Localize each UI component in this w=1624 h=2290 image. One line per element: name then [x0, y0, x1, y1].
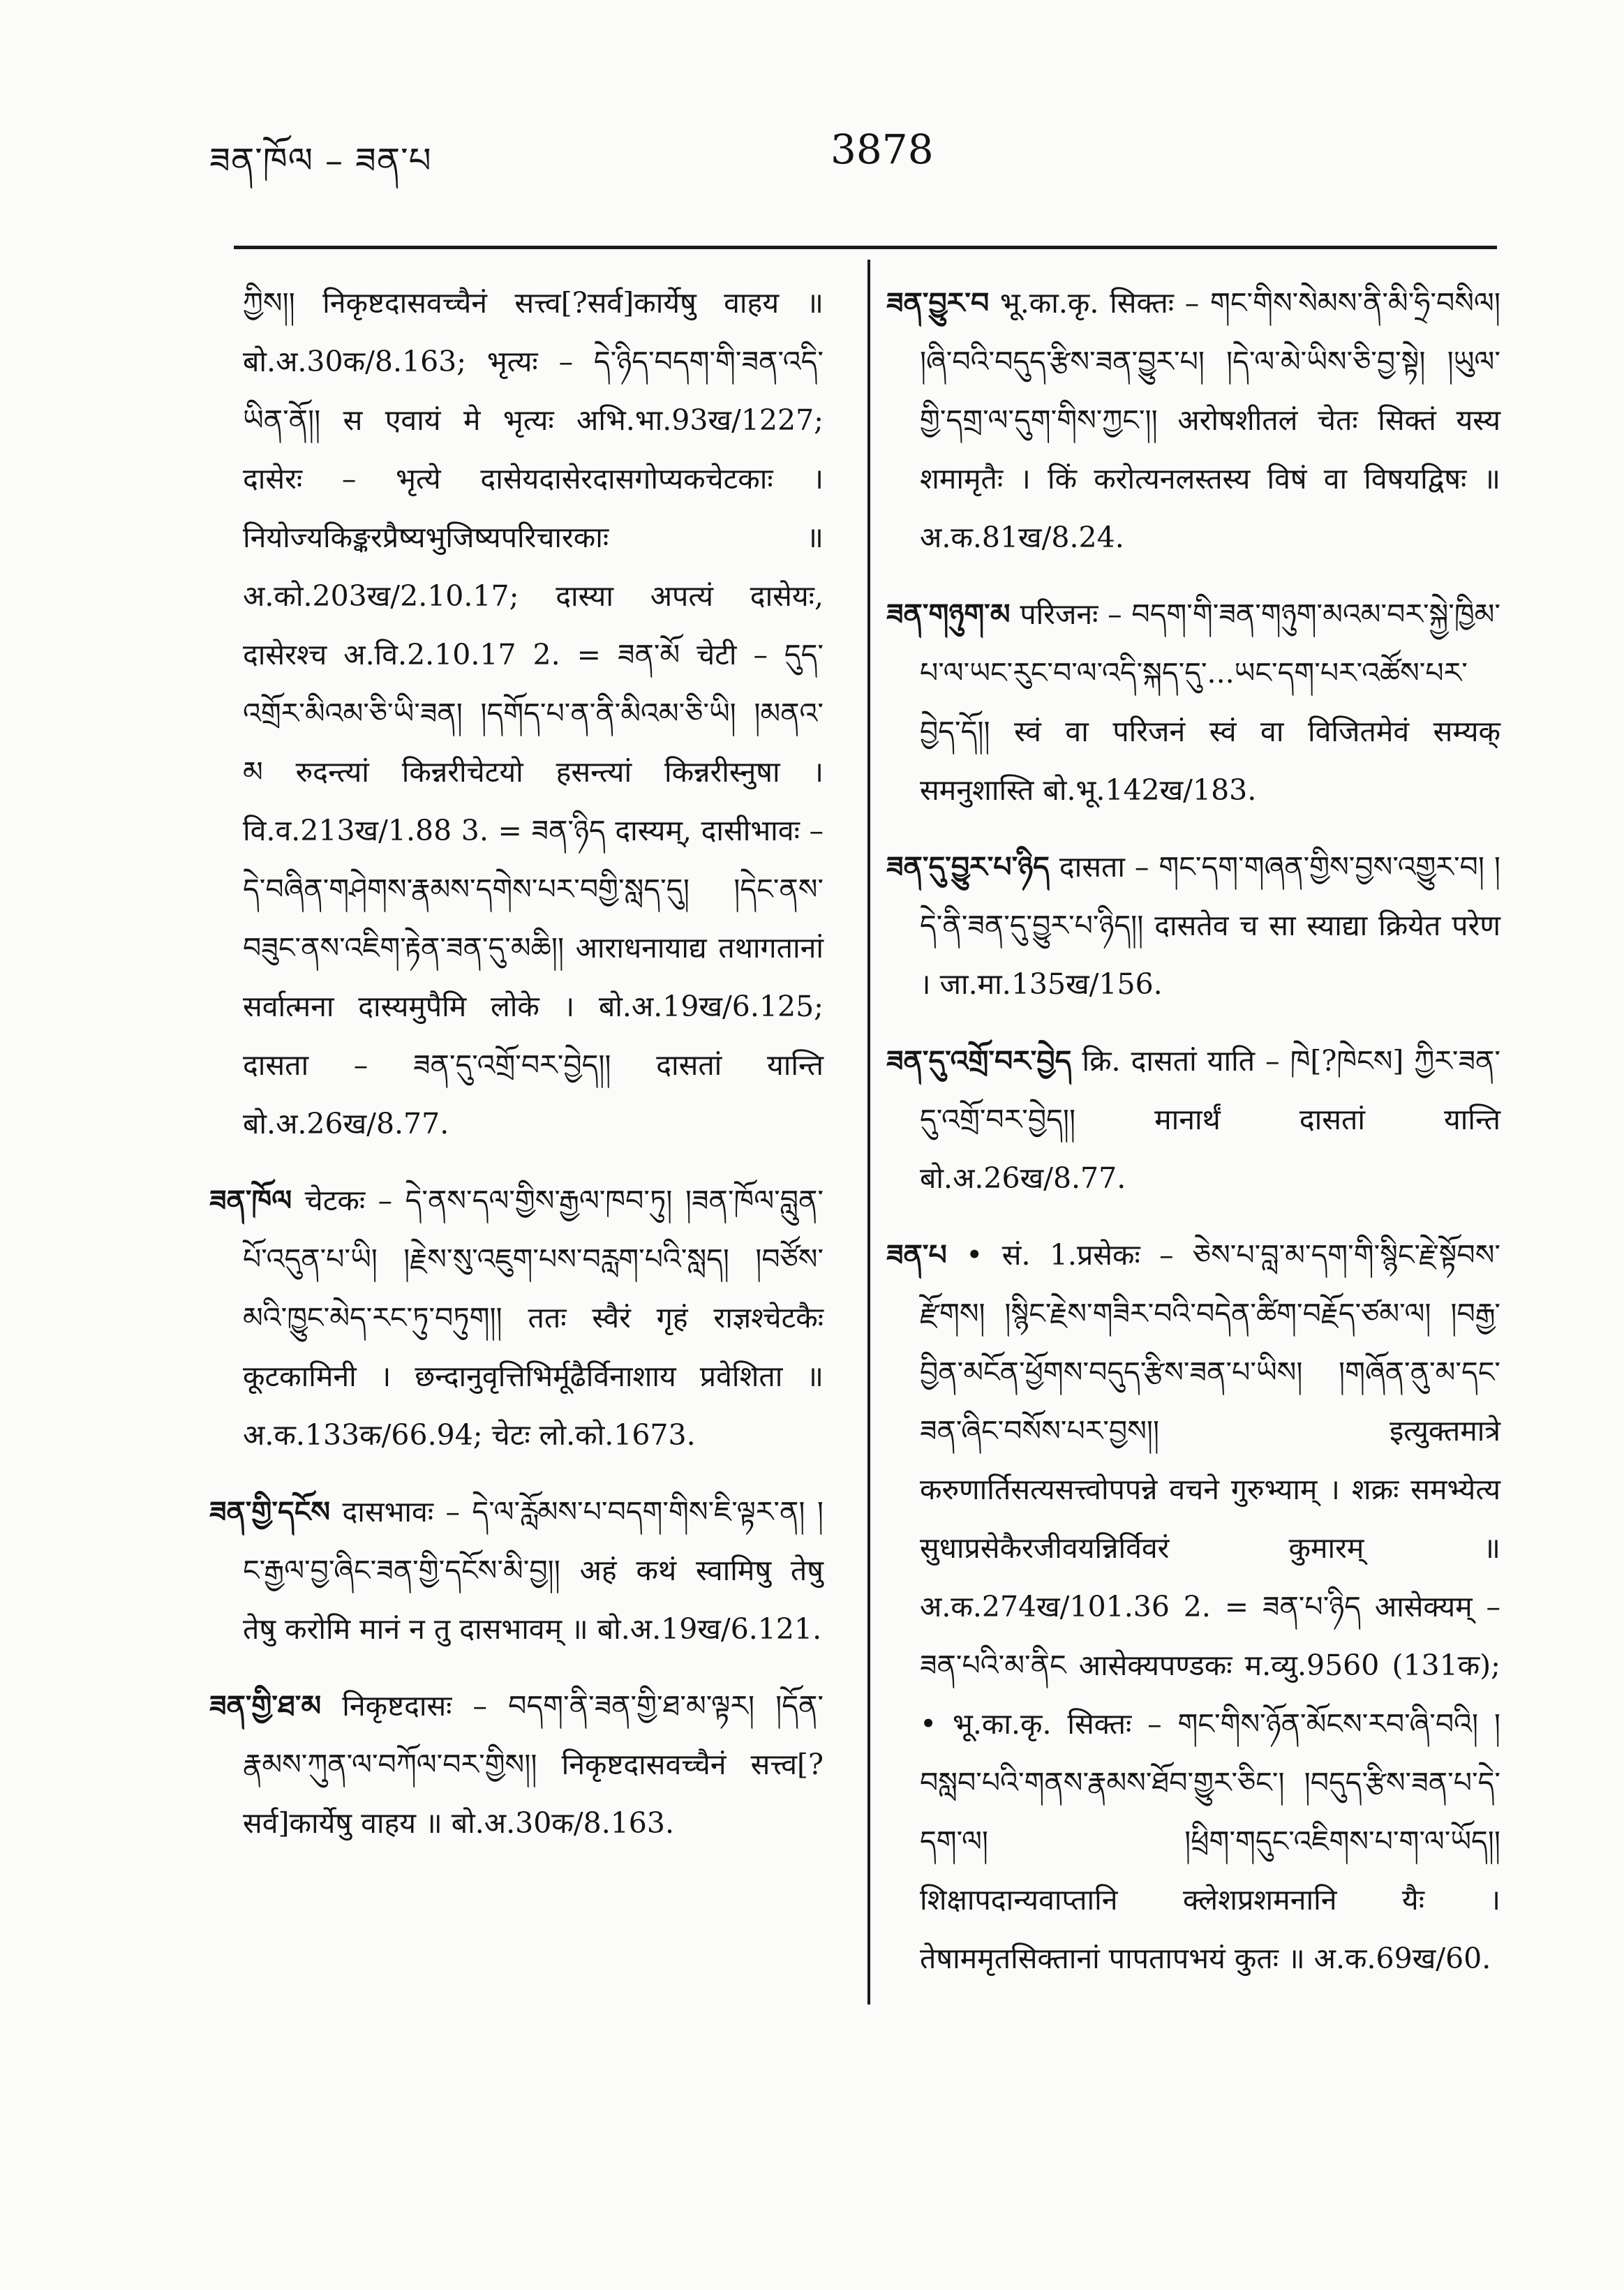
entry-text: भू.का.कृ. सिक्तः – གང་གིས་སེམས་ནི་མི་ཧྲི་བསིལ། །ཞི་བའི་བདུད་རྩིས་ཟན་བྱུར་པ། །དེ་ལ་མེ་ཡིས་ཅི་བྱ་སྟེ། །ཡུལ་གྱི་དགྲ་ལ་དུག་གིས་ཀྱང་།། अरोषशीतलं चेतः सिक्तं यस्य शमामृतैः । किं करोत्यनलस्तस्य विषं वा विषयद्विषः ॥ अ.क.81ख/8.24. — [920, 286, 1500, 554]
entry-headword: ཟན་ཁོལ — [209, 1184, 292, 1217]
dictionary-entry — [886, 274, 1500, 567]
dictionary-entry — [209, 274, 824, 1153]
entry-text: चेटकः – དེ་ནས་དལ་གྱིས་རྒྱལ་ཁབ་ཏུ། །ཟན་ཁོལ་བླུན་པོ་འདུན་པ་ཡི། །རྗེས་སུ་འཇུག་པས་བརླག་པའི་སླད། །བཙོས་མའི་ཁྱུང་མེད་རང་ཏུ་བཏུག།། ततः स्वैरं गृहं राज्ञश्चेटकैः कूटकामिनी । छन्दानुवृत्तिभिर्मूढैर्विनाशाय प्रवेशिता ॥ अ.क.133क/66.94; चेटः लो.को.1673. — [243, 1184, 824, 1452]
entry-headword: ཟན་གྱི་དངོས — [209, 1495, 331, 1529]
entry-headword: ཟན་དུ་འགྲོ་བར་བྱེད — [886, 1044, 1072, 1078]
entry-headword: ཟན་དུ་བྱུར་པ་ཉིད — [886, 850, 1050, 884]
dictionary-entry — [209, 1676, 824, 1852]
entry-text: क्रि. दासतां याति – ཁེ[?ཁེངས] ཀྱིར་ཟན་དུ་འགྲོ་བར་བྱེད།། मानार्थं दासतां यान्ति बो.अ.26ख/8.77. — [920, 1044, 1500, 1195]
entry-text: दासभावः – དེ་ལ་རློམས་པ་བདག་གིས་ཇི་ལྟར་ན། །ང་རྒྱལ་བྱ་ཞིང་ཟན་གྱི་དངོས་མི་བྱ།། अहं कथं स्वामिषु तेषु तेषु करोमि मानं न तु दासभावम् ॥ बो.अ.19ख/6.121. — [243, 1495, 824, 1646]
entry-headword: ཟན་གཉུག་མ — [886, 597, 1011, 631]
entry-text: निकृष्टदासः – བདག་ནི་ཟན་གྱི་ཐ་མ་ལྟར། །དོན་རྣམས་ཀུན་ལ་བཀོལ་བར་གྱིས།། निकृष्टदासवच्चैनं सत्त्व[?सर्व]कार्येषु वाहय ॥ बो.अ.30क/8.163. — [243, 1689, 824, 1840]
entry-headword: ཟན་གྱི་ཐ་མ — [209, 1689, 322, 1723]
left-column — [209, 274, 824, 1871]
header-rule — [234, 246, 1497, 249]
dictionary-entry — [886, 1226, 1500, 1988]
dictionary-entry — [209, 1482, 824, 1658]
entry-headword: ཟན་པ — [886, 1238, 947, 1272]
dictionary-entry — [886, 585, 1500, 819]
entry-text: • सं. 1.प्रसेकः – ཅེས་པ་བླ་མ་དག་གི་སྙིང་རྗེ་སྟོབས་རྫོགས། །སྙིང་རྗེས་གཟིར་བའི་བདེན་ཚིག་བརྗོད་ཙམ་ལ། །བརྒྱ་བྱིན་མངོན་ཕྱོགས་བདུད་རྩིས་ཟན་པ་ཡིས། །གཞོན་ནུ་མ་དང་ཟན་ཞིང་བསོས་པར་བྱས།། इत्युक्तमात्रे करुणार्तिसत्यसत्त्वोपपन्ने वचने गुरुभ्याम् । शक्रः समभ्येत्य सुधाप्रसेकैरजीवयन्निर्विवरं कुमारम् ॥ अ.क.274ख/101.36 2. = ཟན་པ་ཉིད आसेक्यम् – ཟན་པའི་མ་ནིང आसेक्यपण्डकः म.व्यु.9560 (131क); • भू.का.कृ. सिक्तः – གང་གིས་ཉོན་མོངས་རབ་ཞི་བའི། །བསླབ་པའི་གནས་རྣམས་ཐོབ་གྱུར་ཅིང་། །བདུད་རྩིས་ཟན་པ་དེ་དག་ལ། །ཕྲིག་གདུང་འཇིགས་པ་ག་ལ་ཡོད།། शिक्षापदान्यवाप्तानि क्लेशप्रशमनानि यैः । तेषाममृतसिक्तानां पापतापभयं कुतः ॥ अ.क.69ख/60. — [920, 1238, 1500, 1975]
entry-text: परिजनः – བདག་གི་ཟན་གཉུག་མའམ་བར་སྐྱེ་ཁྱིམ་པ་ལ་ཡང་རུང་བ་ལ་འདི་སྐད་དུ་...ཡང་དག་པར་འཚོས་པར་བྱེད་དོ།། स्वं वा परिजनं स्वं वा विजितमेवं सम्यक् समनुशास्ति बो.भू.142ख/183. — [920, 597, 1500, 807]
dictionary-entry — [886, 1032, 1500, 1207]
page-number: 3878 — [830, 126, 934, 173]
entry-text: ཀྱིས།། निकृष्टदासवच्चैनं सत्त्व[?सर्व]कार्येषु वाहय ॥ बो.अ.30क/8.163; भृत्यः – དེ་ཉིད་བདག་གི་ཟན་འདི་ཡིན་ནོ།། स एवायं मे भृत्यः अभि.भा.93ख/1227; दासेरः – भृत्ये दासेयदासेरदासगोप्यकचेटकाः । नियोज्यकिङ्करप्रैष्यभुजिष्यपरिचारकाः ॥ अ.को.203ख/2.10.17; दास्या अपत्यं दासेयः, दासेरश्च अ.वि.2.10.17 2. = ཟན་མོ चेटी – དུད་འགྲོར་མིའམ་ཅི་ཡི་ཟན། །དགོད་པ་ན་ནི་མིའམ་ཅི་ཡི། །མནའ་མ रुदन्त्यां किन्नरीचेटयो हसन्त्यां किन्नरीस्नुषा । वि.व.213ख/1.88 3. = ཟན་ཉིད दास्यम्, दासीभावः – དེ་བཞིན་གཤེགས་རྣམས་དགེས་པར་བགྱི་སླད་དུ། །དེང་ནས་བཟུང་ནས་འཇིག་རྟེན་ཟན་དུ་མཆི།། आराधनायाद्य तथागतानां सर्वात्मना दास्यमुपैमि लोके । बो.अ.19ख/6.125; दासता – ཟན་དུ་འགྲོ་བར་བྱེད།། दासतां यान्ति बो.अ.26ख/8.77. — [243, 286, 824, 1140]
header-left: ཟན་ཁོལ – ཟན་པ — [209, 140, 432, 181]
entry-text: दासता – གང་དག་གཞན་གྱིས་བྱས་འགྱུར་བ། །དེ་ནི་ཟན་དུ་བྱུར་པ་ཉིད།། दासतेव च सा स्याद्या क्रियेत परेण । जा.मा.135ख/156. — [920, 850, 1500, 1001]
entry-headword: ཟན་བྱུར་བ — [886, 286, 990, 320]
right-column — [886, 274, 1500, 2006]
dictionary-entry — [209, 1171, 824, 1464]
column-divider — [867, 260, 870, 2005]
dictionary-entry — [886, 838, 1500, 1013]
